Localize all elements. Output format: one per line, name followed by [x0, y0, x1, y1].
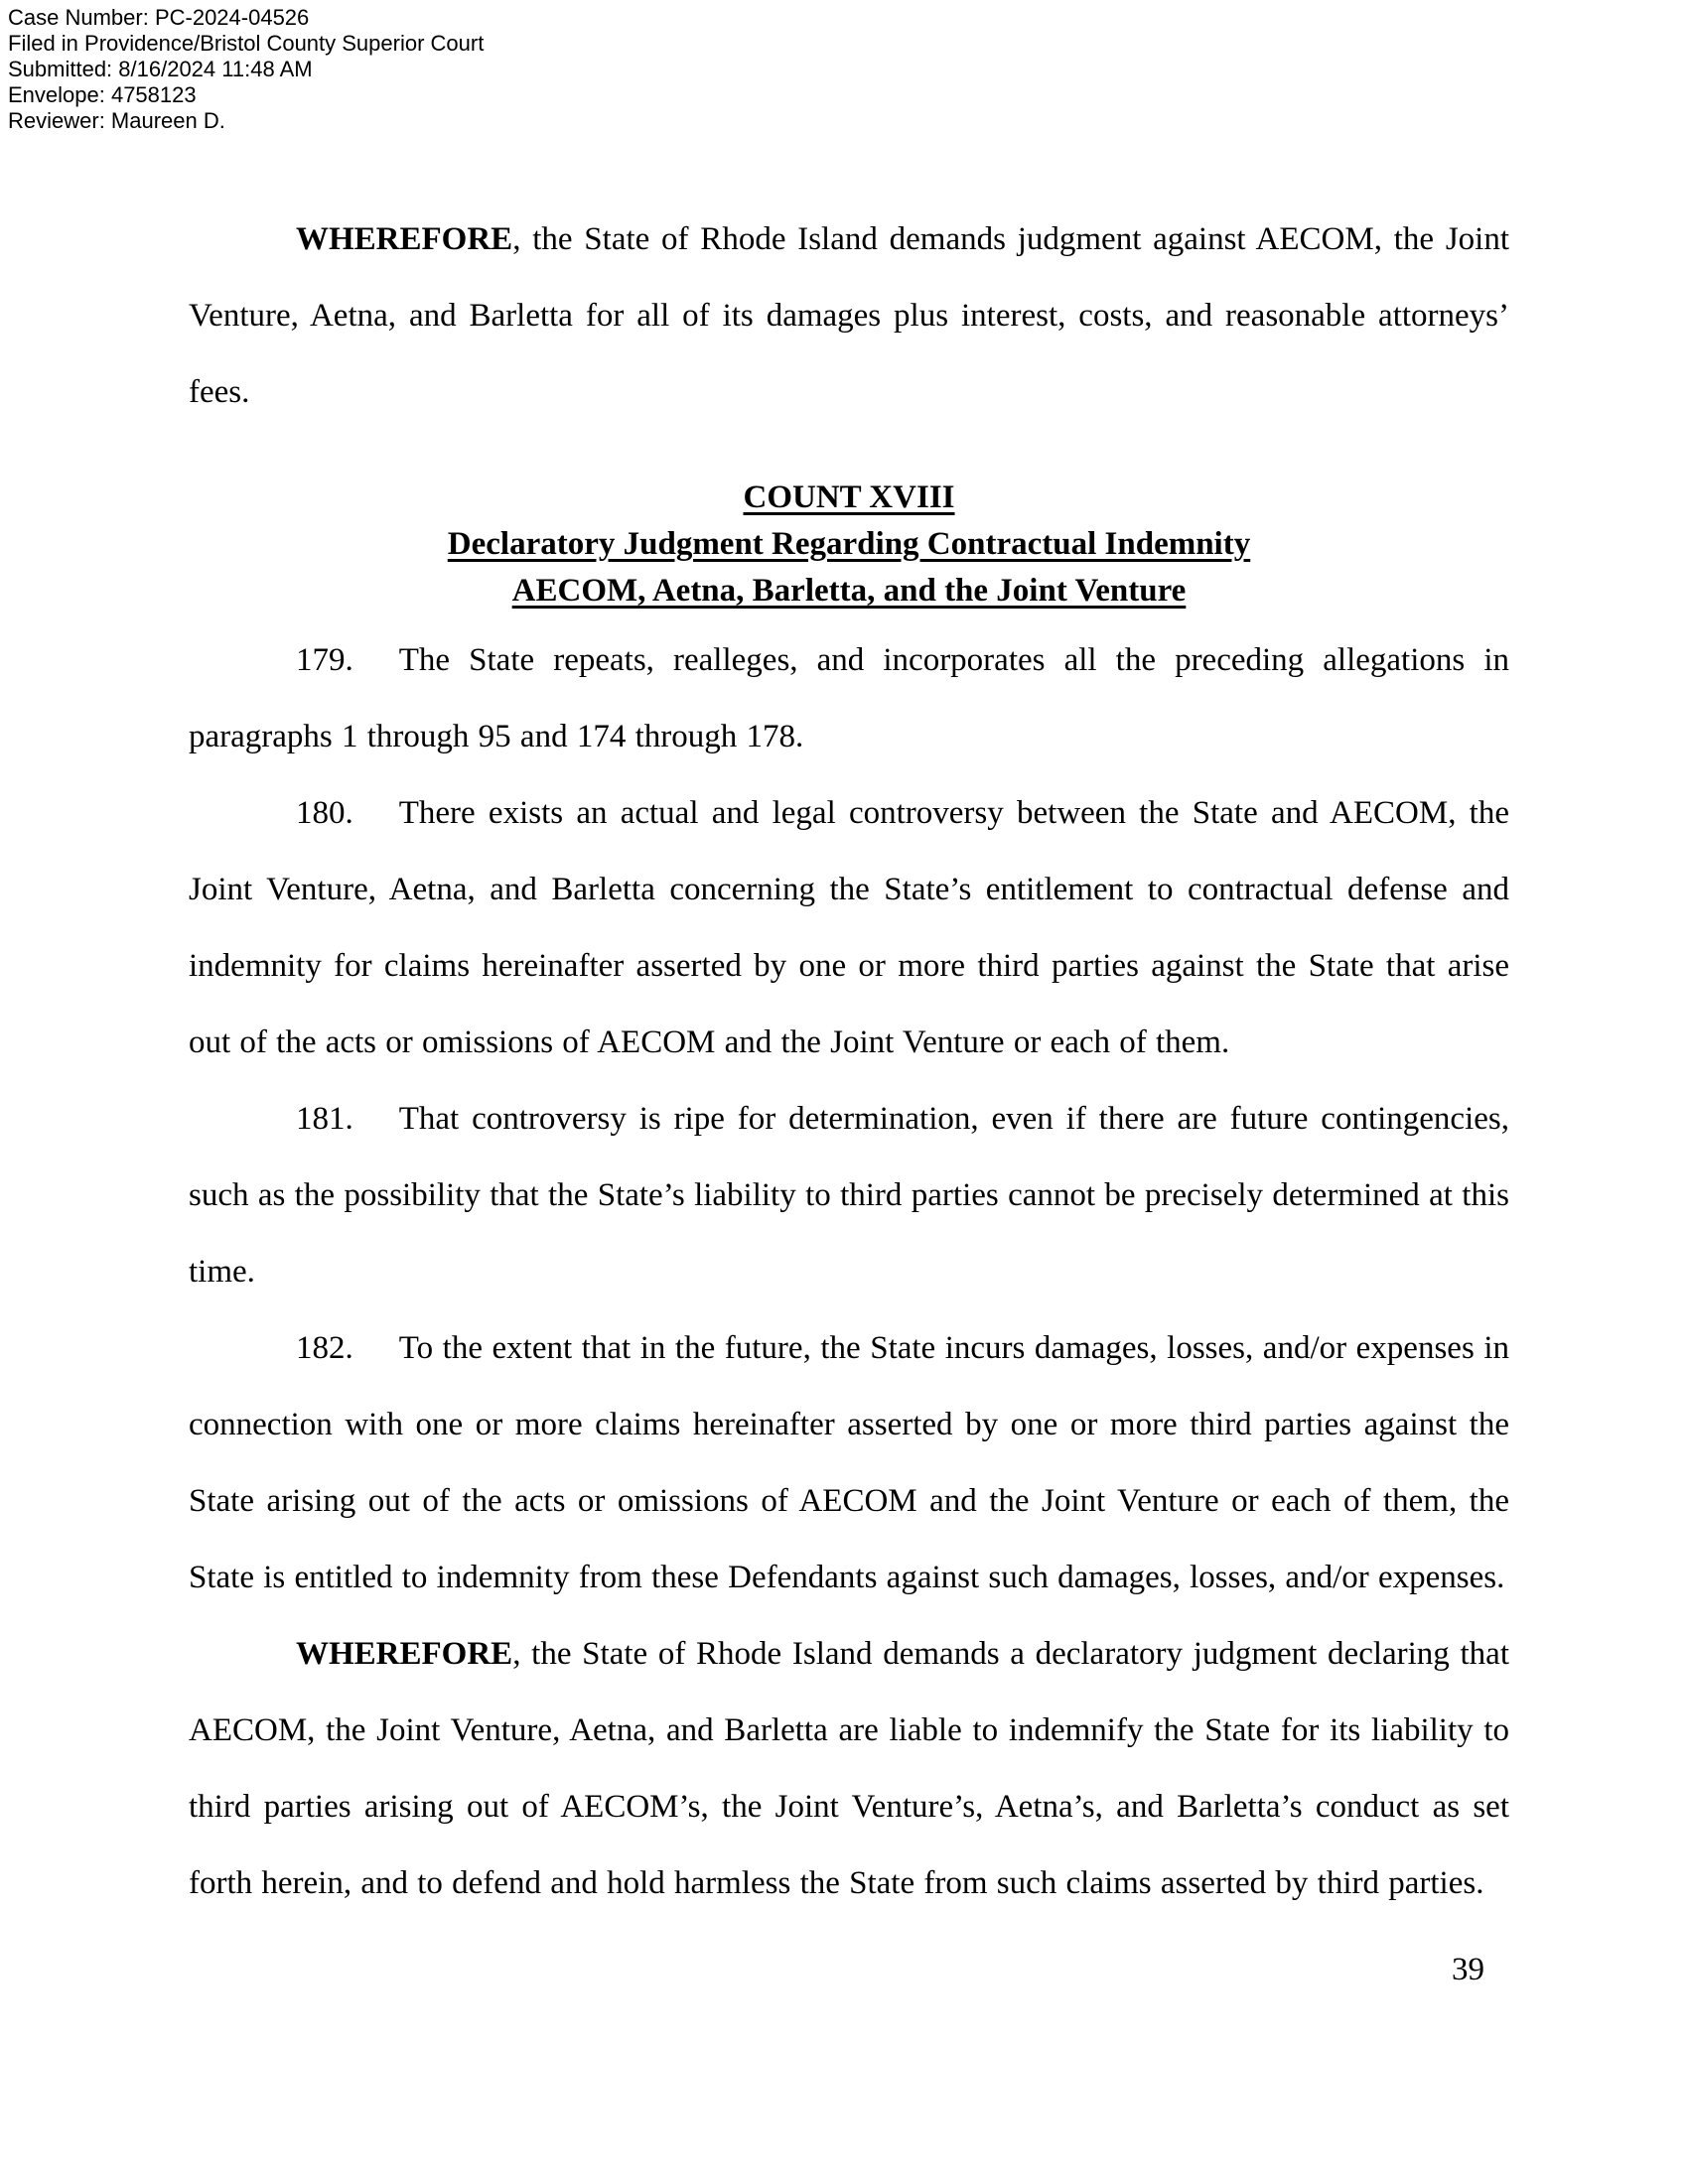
stamp-submitted: Submitted: 8/16/2024 11:48 AM [8, 57, 313, 81]
wherefore-text: , the State of Rhode Island demands judgment against AECOM, the Joint Venture, Aetna, and Barletta for all of its damages plus interest, costs, and reasonable attorneys’ fees. [189, 221, 1509, 410]
paragraph-179-text: The State repeats, realleges, and incorporates all the preceding allegations in paragraphs 1 through 95 and 174 through 178. [189, 642, 1509, 754]
paragraph-181 [189, 1081, 1509, 1310]
page-number: 39 [1452, 1952, 1484, 1987]
paragraph-181-text: That controversy is ripe for determination, even if there are future contingencies, such as the possibility that the State’s liability to third parties cannot be precisely determined at this time. [189, 1101, 1509, 1290]
count-heading [189, 475, 1509, 614]
stamp-case-number: Case Number: PC-2024-04526 [8, 5, 310, 30]
count-title-heading: Declaratory Judgment Regarding Contractual Indemnity [447, 526, 1251, 562]
stamp-reviewer: Reviewer: Maureen D. [8, 108, 225, 133]
paragraph-181-number: 181. [296, 1101, 353, 1137]
wherefore-paragraph-prior-count [189, 202, 1509, 431]
stamp-filed-court: Filed in Providence/Bristol County Superior Court [8, 31, 485, 56]
count-parties-heading: AECOM, Aetna, Barletta, and the Joint Venture [511, 573, 1187, 609]
paragraph-182-text: To the extent that in the future, the State incurs damages, losses, and/or expenses in connection with one or more claims hereinafter asserted by one or more third parties against the State arising out of the acts or omissions of AECOM and the Joint Venture or each of them, the State is entitled to indemnity from these Defendants against such damages, losses, and/or expenses. [189, 1330, 1509, 1595]
wherefore-text: , the State of Rhode Island demands a declaratory judgment declaring that AECOM, the Joint Venture, Aetna, and Barletta are liable to indemnify the State for its liability to third parties arising out of AECOM’s, the Joint Venture’s, Aetna’s, and Barletta’s conduct as set forth herein, and to defend and hold harmless the State from such claims asserted by third parties. [189, 1636, 1509, 1901]
document-body [189, 202, 1509, 1922]
filing-stamp [8, 5, 484, 134]
count-number-heading: COUNT XVIII [743, 479, 955, 515]
wherefore-lead: WHEREFORE [296, 1636, 513, 1672]
stamp-envelope: Envelope: 4758123 [8, 82, 197, 107]
paragraph-179-number: 179. [296, 642, 353, 678]
paragraph-182 [189, 1310, 1509, 1616]
paragraph-179 [189, 622, 1509, 775]
paragraph-180-text: There exists an actual and legal controversy between the State and AECOM, the Joint Venture, Aetna, and Barletta concerning the State’s entitlement to contractual defense and indemnity for claims hereinafter asserted by one or more third parties against the State that arise out of the acts or omissions of AECOM and the Joint Venture or each of them. [189, 795, 1509, 1060]
wherefore-paragraph-count18 [189, 1616, 1509, 1922]
paragraph-182-number: 182. [296, 1330, 353, 1366]
paragraph-180 [189, 775, 1509, 1081]
paragraph-180-number: 180. [296, 795, 353, 831]
wherefore-lead: WHEREFORE [296, 221, 513, 257]
